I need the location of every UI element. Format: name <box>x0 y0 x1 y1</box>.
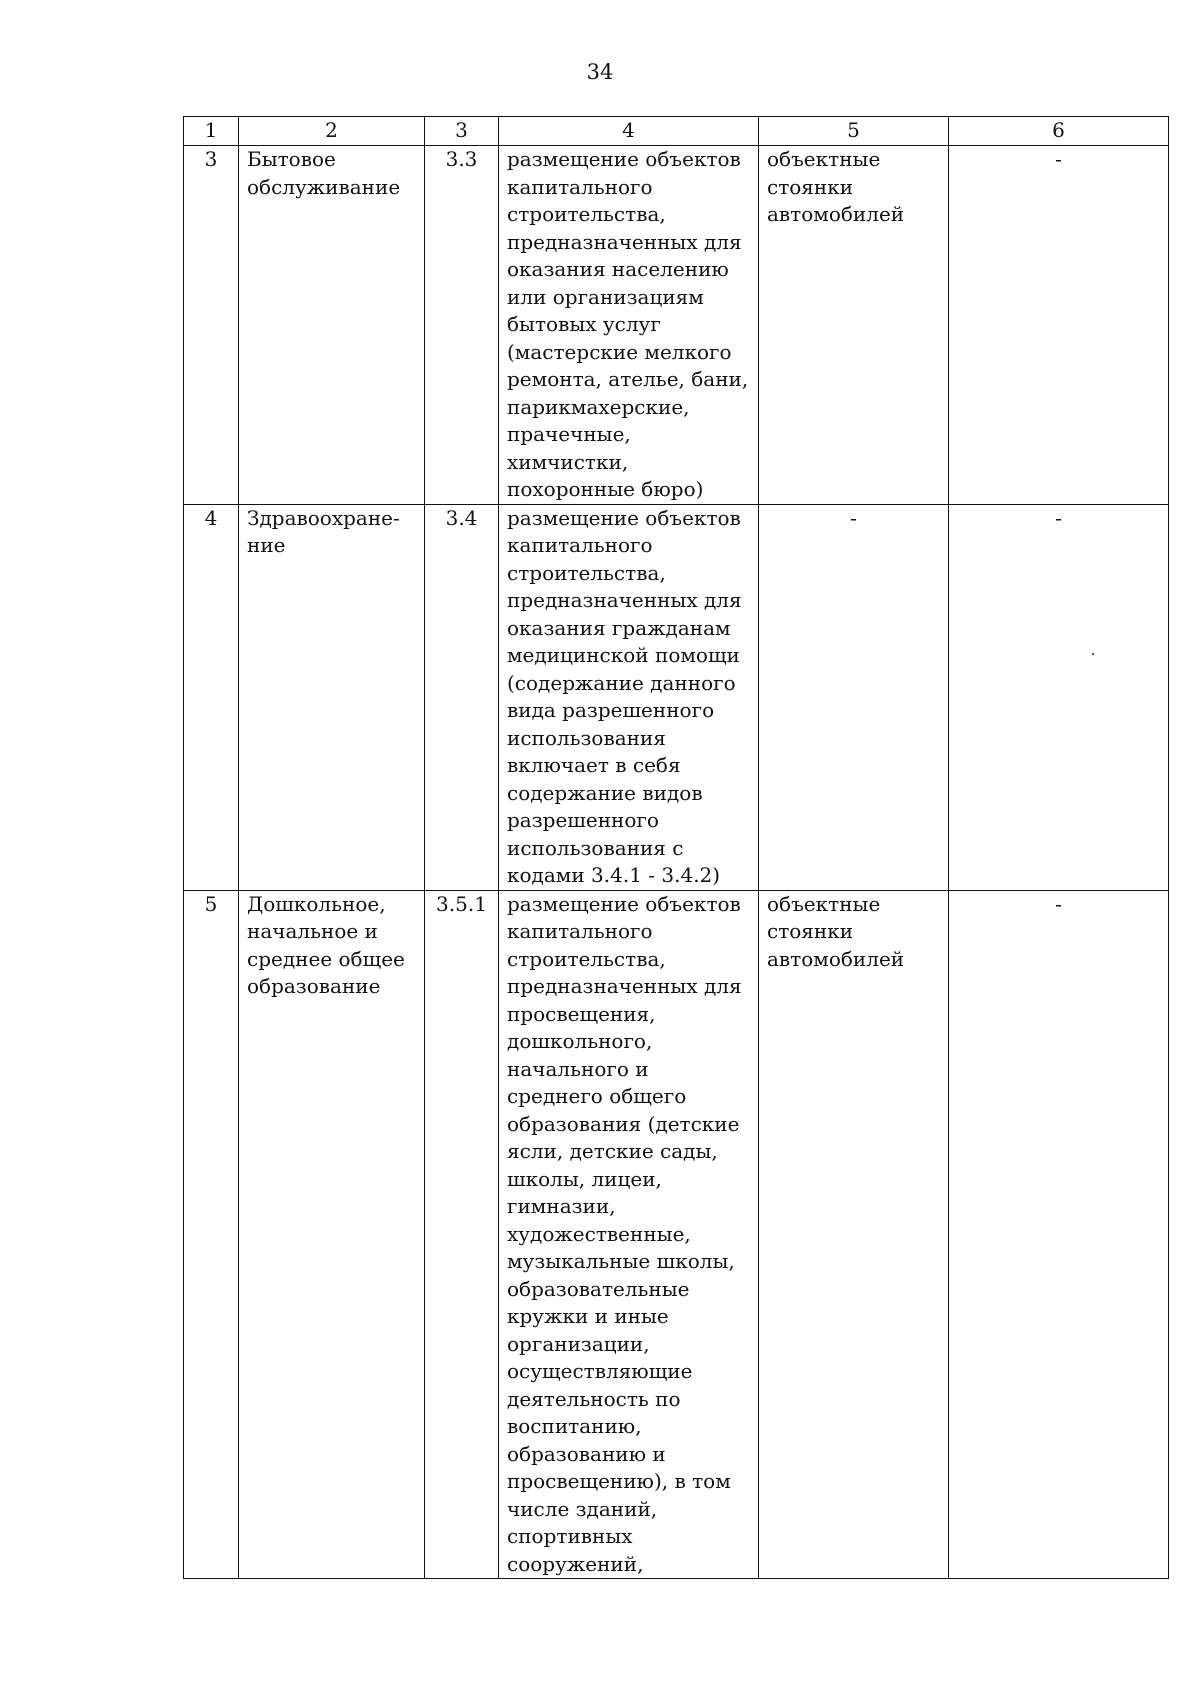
row-number: 3 <box>184 146 239 505</box>
use-description: размещение объектов капитального строительства, предназначенных для просвещения, дошкольного, начального и среднего общего образования (детские ясли, детские сады, школы, лицеи, гимназии, художественные, музыкальные школы, образовательные кружки и иные организации, осуществляющие деятельность по воспитанию, образованию и просвещению), в том числе зданий, спортивных сооружений, <box>499 890 759 1579</box>
column-6-value: - <box>949 890 1169 1579</box>
use-description: размещение объектов капитального строительства, предназначенных для оказания населению или организациям бытовых услуг (мастерские мелкого ремонта, ателье, бани, парикмахерские, прачечные, химчистки, похоронные бюро) <box>499 146 759 505</box>
header-cell: 2 <box>239 117 425 146</box>
use-code: 3.3 <box>425 146 499 505</box>
use-name: Бытовое обслуживание <box>239 146 425 505</box>
use-description: размещение объектов капитального строительства, предназначенных для оказания гражданам медицинской помощи (содержание данного вида разрешенного использования включает в себя содержание видов разрешенного использования с кодами 3.4.1 - 3.4.2) <box>499 504 759 890</box>
table-row <box>184 146 1169 505</box>
page-number: 34 <box>586 60 614 84</box>
land-use-table <box>183 116 1169 1579</box>
table-row <box>184 890 1169 1579</box>
use-name: Здравоохране- ние <box>239 504 425 890</box>
column-6-value: - <box>949 504 1169 890</box>
use-code: 3.4 <box>425 504 499 890</box>
header-cell: 5 <box>759 117 949 146</box>
header-cell: 3 <box>425 117 499 146</box>
column-6-value: - <box>949 146 1169 505</box>
table-header-row <box>184 117 1169 146</box>
scan-speck <box>1092 653 1094 655</box>
row-number: 4 <box>184 504 239 890</box>
auxiliary-use: - <box>759 504 949 890</box>
auxiliary-use: объектные стоянки автомобилей <box>759 146 949 505</box>
header-cell: 1 <box>184 117 239 146</box>
use-name: Дошкольное, начальное и среднее общее образование <box>239 890 425 1579</box>
row-number: 5 <box>184 890 239 1579</box>
header-cell: 4 <box>499 117 759 146</box>
auxiliary-use: объектные стоянки автомобилей <box>759 890 949 1579</box>
table-row <box>184 504 1169 890</box>
header-cell: 6 <box>949 117 1169 146</box>
use-code: 3.5.1 <box>425 890 499 1579</box>
